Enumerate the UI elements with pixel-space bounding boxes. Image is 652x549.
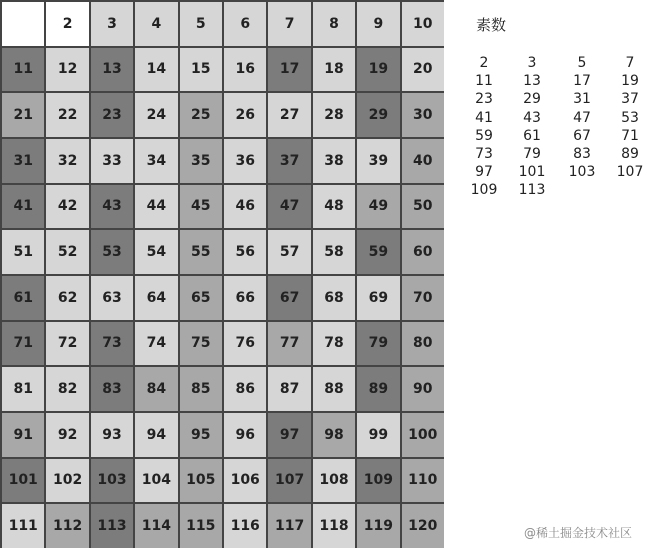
grid-cell-18: 18 bbox=[313, 48, 355, 92]
grid-cell-113: 113 bbox=[91, 504, 133, 548]
grid-cell-61: 61 bbox=[2, 276, 44, 320]
grid-cell-88: 88 bbox=[313, 367, 355, 411]
grid-cell-53: 53 bbox=[91, 230, 133, 274]
prime-value: 53 bbox=[621, 109, 639, 126]
prime-value: 101 bbox=[518, 164, 546, 181]
grid-cell-48: 48 bbox=[313, 185, 355, 229]
prime-value: 47 bbox=[573, 109, 591, 126]
grid-cell-38: 38 bbox=[313, 139, 355, 183]
prime-value: 109 bbox=[470, 182, 498, 199]
grid-cell-101: 101 bbox=[2, 459, 44, 503]
grid-cell-70: 70 bbox=[402, 276, 444, 320]
grid-cell-16: 16 bbox=[224, 48, 266, 92]
grid-cell-23: 23 bbox=[91, 93, 133, 137]
grid-cell-59: 59 bbox=[357, 230, 399, 274]
grid-cell-81: 81 bbox=[2, 367, 44, 411]
grid-cell-3: 3 bbox=[91, 2, 133, 46]
grid-cell-87: 87 bbox=[268, 367, 310, 411]
grid-cell-120: 120 bbox=[402, 504, 444, 548]
grid-cell-10: 10 bbox=[402, 2, 444, 46]
prime-value: 2 bbox=[479, 55, 489, 71]
grid-cell-58: 58 bbox=[313, 230, 355, 274]
prime-value: 97 bbox=[475, 164, 493, 181]
prime-value: 41 bbox=[475, 109, 493, 126]
grid-cell-24: 24 bbox=[135, 93, 177, 137]
prime-value: 5 bbox=[577, 55, 587, 71]
grid-cell-42: 42 bbox=[46, 185, 88, 229]
grid-cell-39: 39 bbox=[357, 139, 399, 183]
prime-value: 71 bbox=[621, 127, 639, 144]
prime-value: 89 bbox=[621, 146, 639, 162]
prime-value: 13 bbox=[523, 73, 541, 90]
watermark: @稀土掘金技术社区 bbox=[523, 526, 632, 540]
grid-cell-68: 68 bbox=[313, 276, 355, 320]
grid-cell-45: 45 bbox=[180, 185, 222, 229]
grid-cell-83: 83 bbox=[91, 367, 133, 411]
grid-cell-71: 71 bbox=[2, 322, 44, 366]
grid-cell-14: 14 bbox=[135, 48, 177, 92]
grid-cell-empty bbox=[2, 2, 44, 46]
grid-cell-41: 41 bbox=[2, 185, 44, 229]
grid-cell-35: 35 bbox=[180, 139, 222, 183]
grid-cell-118: 118 bbox=[313, 504, 355, 548]
prime-value: 31 bbox=[573, 91, 591, 108]
grid-cell-82: 82 bbox=[46, 367, 88, 411]
grid-cell-111: 111 bbox=[2, 504, 44, 548]
grid-cell-104: 104 bbox=[135, 459, 177, 503]
grid-cell-62: 62 bbox=[46, 276, 88, 320]
grid-cell-75: 75 bbox=[180, 322, 222, 366]
grid-cell-116: 116 bbox=[224, 504, 266, 548]
grid-cell-21: 21 bbox=[2, 93, 44, 137]
grid-cell-84: 84 bbox=[135, 367, 177, 411]
grid-cell-54: 54 bbox=[135, 230, 177, 274]
grid-cell-56: 56 bbox=[224, 230, 266, 274]
prime-value: 113 bbox=[518, 182, 546, 199]
primes-panel-title: 素数 bbox=[476, 16, 507, 34]
grid-cell-115: 115 bbox=[180, 504, 222, 548]
grid-cell-80: 80 bbox=[402, 322, 444, 366]
grid-cell-114: 114 bbox=[135, 504, 177, 548]
grid-cell-5: 5 bbox=[180, 2, 222, 46]
grid-cell-99: 99 bbox=[357, 413, 399, 457]
grid-cell-40: 40 bbox=[402, 139, 444, 183]
grid-cell-63: 63 bbox=[91, 276, 133, 320]
grid-cell-67: 67 bbox=[268, 276, 310, 320]
grid-cell-86: 86 bbox=[224, 367, 266, 411]
grid-cell-44: 44 bbox=[135, 185, 177, 229]
grid-cell-9: 9 bbox=[357, 2, 399, 46]
grid-cell-52: 52 bbox=[46, 230, 88, 274]
grid-cell-107: 107 bbox=[268, 459, 310, 503]
grid-cell-92: 92 bbox=[46, 413, 88, 457]
grid-cell-57: 57 bbox=[268, 230, 310, 274]
prime-value: 17 bbox=[573, 73, 591, 90]
grid-cell-15: 15 bbox=[180, 48, 222, 92]
grid-cell-73: 73 bbox=[91, 322, 133, 366]
grid-cell-34: 34 bbox=[135, 139, 177, 183]
grid-cell-7: 7 bbox=[268, 2, 310, 46]
grid-cell-17: 17 bbox=[268, 48, 310, 92]
prime-value: 7 bbox=[625, 55, 635, 71]
prime-value: 107 bbox=[616, 164, 644, 181]
grid-cell-108: 108 bbox=[313, 459, 355, 503]
grid-cell-30: 30 bbox=[402, 93, 444, 137]
grid-cell-106: 106 bbox=[224, 459, 266, 503]
prime-value: 103 bbox=[568, 164, 596, 181]
grid-cell-117: 117 bbox=[268, 504, 310, 548]
grid-cell-85: 85 bbox=[180, 367, 222, 411]
grid-cell-110: 110 bbox=[402, 459, 444, 503]
grid-cell-69: 69 bbox=[357, 276, 399, 320]
grid-cell-91: 91 bbox=[2, 413, 44, 457]
grid-cell-2: 2 bbox=[46, 2, 88, 46]
grid-cell-103: 103 bbox=[91, 459, 133, 503]
grid-cell-43: 43 bbox=[91, 185, 133, 229]
grid-cell-93: 93 bbox=[91, 413, 133, 457]
grid-cell-31: 31 bbox=[2, 139, 44, 183]
prime-value: 29 bbox=[523, 91, 541, 108]
grid-cell-22: 22 bbox=[46, 93, 88, 137]
prime-value: 23 bbox=[475, 91, 493, 108]
grid-cell-72: 72 bbox=[46, 322, 88, 366]
prime-value: 3 bbox=[527, 55, 537, 71]
grid-cell-51: 51 bbox=[2, 230, 44, 274]
prime-value: 61 bbox=[523, 127, 541, 144]
prime-value: 11 bbox=[475, 73, 493, 90]
grid-cell-8: 8 bbox=[313, 2, 355, 46]
grid-cell-25: 25 bbox=[180, 93, 222, 137]
grid-cell-11: 11 bbox=[2, 48, 44, 92]
grid-cell-60: 60 bbox=[402, 230, 444, 274]
grid-cell-76: 76 bbox=[224, 322, 266, 366]
grid-cell-90: 90 bbox=[402, 367, 444, 411]
grid-cell-19: 19 bbox=[357, 48, 399, 92]
grid-cell-112: 112 bbox=[46, 504, 88, 548]
grid-cell-89: 89 bbox=[357, 367, 399, 411]
primes-list bbox=[470, 55, 644, 215]
grid-cell-98: 98 bbox=[313, 413, 355, 457]
grid-cell-36: 36 bbox=[224, 139, 266, 183]
prime-value: 59 bbox=[475, 127, 493, 144]
prime-value: 79 bbox=[523, 146, 541, 162]
grid-cell-27: 27 bbox=[268, 93, 310, 137]
grid-cell-78: 78 bbox=[313, 322, 355, 366]
grid-cell-37: 37 bbox=[268, 139, 310, 183]
grid-cell-100: 100 bbox=[402, 413, 444, 457]
grid-cell-77: 77 bbox=[268, 322, 310, 366]
grid-cell-20: 20 bbox=[402, 48, 444, 92]
grid-cell-102: 102 bbox=[46, 459, 88, 503]
grid-cell-95: 95 bbox=[180, 413, 222, 457]
grid-cell-65: 65 bbox=[180, 276, 222, 320]
prime-value: 73 bbox=[475, 146, 493, 162]
grid-cell-119: 119 bbox=[357, 504, 399, 548]
grid-cell-46: 46 bbox=[224, 185, 266, 229]
prime-value: 43 bbox=[523, 109, 541, 126]
grid-cell-12: 12 bbox=[46, 48, 88, 92]
prime-value: 37 bbox=[621, 91, 639, 108]
grid-cell-4: 4 bbox=[135, 2, 177, 46]
grid-cell-49: 49 bbox=[357, 185, 399, 229]
grid-cell-33: 33 bbox=[91, 139, 133, 183]
grid-cell-94: 94 bbox=[135, 413, 177, 457]
grid-cell-55: 55 bbox=[180, 230, 222, 274]
grid-cell-66: 66 bbox=[224, 276, 266, 320]
grid-cell-97: 97 bbox=[268, 413, 310, 457]
grid-cell-105: 105 bbox=[180, 459, 222, 503]
grid-cell-50: 50 bbox=[402, 185, 444, 229]
grid-cell-96: 96 bbox=[224, 413, 266, 457]
grid-cell-47: 47 bbox=[268, 185, 310, 229]
grid-cell-28: 28 bbox=[313, 93, 355, 137]
grid-cell-13: 13 bbox=[91, 48, 133, 92]
grid-cell-74: 74 bbox=[135, 322, 177, 366]
grid-cell-109: 109 bbox=[357, 459, 399, 503]
grid-cell-79: 79 bbox=[357, 322, 399, 366]
prime-value: 19 bbox=[621, 73, 639, 90]
grid-cell-64: 64 bbox=[135, 276, 177, 320]
prime-value: 67 bbox=[573, 127, 591, 144]
grid-cell-6: 6 bbox=[224, 2, 266, 46]
grid-cell-26: 26 bbox=[224, 93, 266, 137]
prime-value: 83 bbox=[573, 146, 591, 162]
grid-cell-32: 32 bbox=[46, 139, 88, 183]
grid-cell-29: 29 bbox=[357, 93, 399, 137]
